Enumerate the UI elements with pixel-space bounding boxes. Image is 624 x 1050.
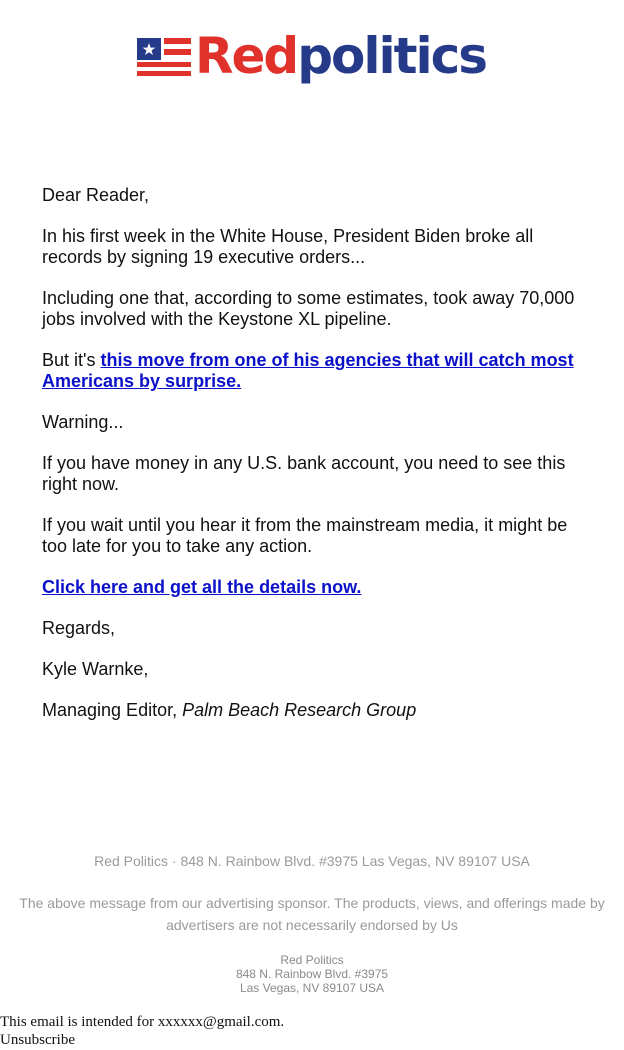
paragraph-bank-account: If you have money in any U.S. bank account, you need to see this right now. <box>42 453 566 494</box>
signer-role: Managing Editor, <box>42 700 183 720</box>
signer-organization: Palm Beach Research Group <box>182 700 417 720</box>
paragraph-agency-move <box>42 350 584 392</box>
logo-word-politics: politics <box>297 27 487 85</box>
footer-legal <box>0 1013 284 1049</box>
paragraph-agency-prefix: But it's <box>42 350 101 370</box>
cta-paragraph <box>42 577 584 598</box>
unsubscribe-link[interactable]: Unsubscribe <box>0 1032 75 1048</box>
signer-title <box>42 700 584 721</box>
paragraph-executive-orders: In his first week in the White House, President Biden broke all records by signing 19 executive orders... <box>42 226 534 267</box>
logo-wordmark <box>195 26 486 86</box>
intended-recipient-text: This email is intended for xxxxxx@gmail.com. <box>0 1014 285 1030</box>
paragraph-keystone: Including one that, according to some estimates, took away 70,000 jobs involved with the Keystone XL pipeline. <box>42 288 575 329</box>
redpolitics-logo <box>136 27 488 90</box>
warning-text: Warning... <box>42 412 124 432</box>
paragraph-mainstream-media: If you wait until you hear it from the mainstream media, it might be too late for you to take any action. <box>42 515 568 556</box>
closing: Regards, <box>42 618 116 638</box>
us-flag-icon <box>137 38 191 76</box>
footer-company: Red Politics <box>280 953 344 967</box>
signer-name: Kyle Warnke, <box>42 659 149 679</box>
logo-word-red: Red <box>195 27 298 85</box>
email-body <box>42 185 584 741</box>
footer-address-line: Red Politics · 848 N. Rainbow Blvd. #3975 Las Vegas, NV 89107 USA <box>94 853 530 869</box>
footer-city: Las Vegas, NV 89107 USA <box>239 981 385 995</box>
details-cta-link[interactable]: Click here and get all the details now. <box>42 577 362 597</box>
agency-move-link[interactable]: this move from one of his agencies that will catch most Americans by surprise. <box>42 350 574 391</box>
footer-street: 848 N. Rainbow Blvd. #3975 <box>235 967 389 981</box>
footer-disclaimer: The above message from our advertising sponsor. The products, views, and offerings made by advertisers are not necessarily endorsed by Us <box>19 895 605 933</box>
footer-company-block <box>0 953 624 995</box>
salutation: Dear Reader, <box>42 185 150 205</box>
